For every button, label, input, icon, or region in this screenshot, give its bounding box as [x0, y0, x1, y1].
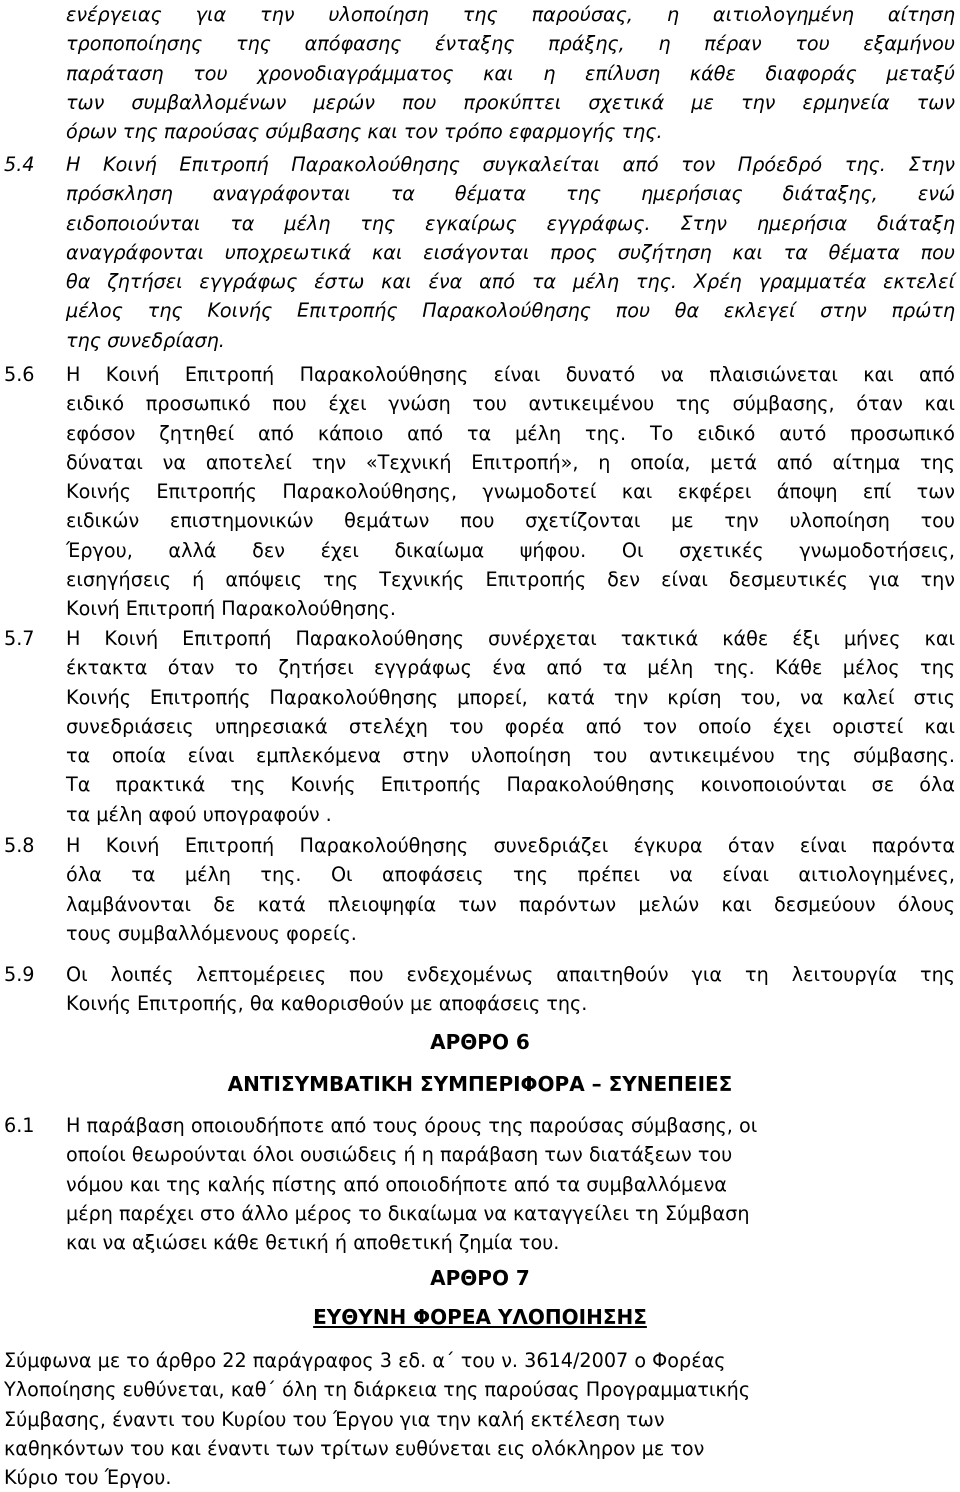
paragraph-line: των συμβαλλομένων μερών που προκύπτει σχετικά με την ερμηνεία των [66, 90, 955, 114]
section-5-4 [0, 150, 960, 355]
paragraph-line: εισηγήσεις ή απόψεις της Τεχνικής Επιτροπής δεν είναι δεσμευτικές για την [66, 568, 955, 592]
paragraph-line: λαμβάνονται δε κατά πλειοψηφία των παρόντων μελών και δεσμεύουν όλους [66, 892, 955, 916]
paragraph-line: καθηκόντων του και έναντι των τρίτων ευθύνεται εις ολόκληρον με τον [4, 1436, 705, 1460]
section-number: 5.7 [4, 627, 35, 650]
paragraph-line: νόμου και της καλής πίστης από οποιοδήποτε από τα συμβαλλόμενα [66, 1172, 727, 1196]
paragraph-line: Κοινή Επιτροπή Παρακολούθησης. [66, 597, 396, 621]
section-5-8 [0, 831, 960, 948]
paragraph-line: τροποποίησης της απόφασης ένταξης πράξης, η πέραν του εξαμήνου [66, 32, 955, 56]
section-5-9 [0, 960, 960, 1019]
paragraph-line: Σύμφωνα με το άρθρο 22 παράγραφος 3 εδ. α΄ του ν. 3614/2007 ο Φορέας [4, 1349, 726, 1372]
paragraph-line: της συνεδρίαση. [66, 328, 225, 352]
paragraph-line: έκτακτα όταν το ζητήσει εγγράφως ένα από τα μέλη της. Κάθε μέλος της [66, 656, 955, 680]
paragraph-line: δύναται να αποτελεί την «Τεχνική Επιτροπή», η οποία, μετά από αίτημα της [66, 450, 955, 474]
paragraph-line: θα ζητήσει εγγράφως έστω και ένα από τα μέλη της. Χρέη γραμματέα εκτελεί [66, 270, 955, 294]
paragraph-line: Οι λοιπές λεπτομέρειες που ενδεχομένως απαιτηθούν για τη λειτουργία της [66, 963, 955, 986]
paragraph-line: ειδοποιούνται τα μέλη της εγκαίρως εγγράφως. Στην ημερήσια διάταξη [66, 211, 955, 235]
article-7-heading [0, 1264, 960, 1293]
paragraph-line: Η Κοινή Επιτροπή Παρακολούθησης συνεδριάζει έγκυρα όταν είναι παρόντα [66, 834, 955, 857]
section-number: 6.1 [4, 1114, 35, 1137]
paragraph-line: Τα πρακτικά της Κοινής Επιτροπής Παρακολούθησης κοινοποιούνται σε όλα [66, 773, 955, 797]
paragraph-line: ενέργειας για την υλοποίηση της παρούσας, η αιτιολογημένη αίτηση [66, 3, 955, 26]
article-7-body [0, 1346, 960, 1492]
article-title: ΕΥΘΥΝΗ ΦΟΡΕΑ ΥΛΟΠΟΙΗΣΗΣ [313, 1305, 647, 1329]
section-number: 5.4 [4, 153, 35, 176]
paragraph-line: μέλος της Κοινής Επιτροπής Παρακολούθησης που θα εκλεγεί στην πρώτη [66, 299, 955, 323]
paragraph-line: Κοινής Επιτροπής Παρακολούθησης, γνωμοδοτεί και εκφέρει άποψη επί των [66, 480, 955, 504]
paragraph-line: εφόσον ζητηθεί από κάποιο από τα μέλη της. Το ειδικό αυτό προσωπικό [66, 421, 955, 445]
paragraph-line: παράταση του χρονοδιαγράμματος και η επίλυση κάθε διαφοράς μεταξύ [66, 61, 955, 85]
paragraph-line: τα οποία είναι εμπλεκόμενα στην υλοποίηση του αντικειμένου της σύμβασης. [66, 744, 955, 768]
article-7-title-row [0, 1303, 960, 1332]
paragraph-line: Κοινής Επιτροπής Παρακολούθησης μπορεί, κατά την κρίση του, να καλεί στις [66, 685, 955, 709]
section-number: 5.9 [4, 963, 35, 986]
paragraph-line: οποίοι θεωρούνται όλοι ουσιώδεις ή η παράβαση των διατάξεων του [66, 1143, 733, 1167]
article-heading: ΑΡΘΡΟ 6 [430, 1030, 530, 1054]
article-heading: ΑΡΘΡΟ 7 [430, 1266, 530, 1290]
section-5-7 [0, 624, 960, 829]
paragraph-line: Η Κοινή Επιτροπή Παρακολούθησης συνέρχεται τακτικά κάθε έξι μήνες και [66, 627, 955, 650]
paragraph-line: ειδικών επιστημονικών θεμάτων που σχετίζονται με την υλοποίηση του [66, 509, 955, 533]
paragraph-line: Η Κοινή Επιτροπή Παρακολούθησης είναι δυνατό να πλαισιώνεται και από [66, 363, 955, 386]
paragraph-line: συνεδριάσεις υπηρεσιακά στελέχη του φορέα από τον οποίο έχει οριστεί και [66, 714, 955, 738]
paragraph-line: μέρη παρέχει στο άλλο μέρος το δικαίωμα να καταγγείλει τη Σύμβαση [66, 1201, 750, 1225]
section-5-3-tail [0, 0, 960, 146]
section-5-6 [0, 360, 960, 624]
paragraph-line: Υλοποίησης ευθύνεται, καθ΄ όλη τη διάρκεια της παρούσας Προγραμματικής [4, 1378, 751, 1402]
article-title: ΑΝΤΙΣΥΜΒΑΤΙΚΗ ΣΥΜΠΕΡΙΦΟΡΑ – ΣΥΝΕΠΕΙΕΣ [227, 1072, 733, 1096]
article-6-heading [0, 1028, 960, 1057]
paragraph-line: αναγράφονται υποχρεωτικά και εισάγονται προς συζήτηση και τα θέματα που [66, 240, 955, 264]
section-number: 5.6 [4, 363, 35, 386]
paragraph-line: Κύριο του Έργου. [4, 1466, 172, 1490]
paragraph-line: και να αξιώσει κάθε θετική ή αποθετική ζημία του. [66, 1231, 560, 1255]
paragraph-line: Η Κοινή Επιτροπή Παρακολούθησης συγκαλείται από τον Πρόεδρό της. Στην [66, 153, 955, 176]
paragraph-line: πρόσκληση αναγράφονται τα θέματα της ημερήσιας διάταξης, ενώ [66, 182, 955, 206]
article-6-title-row [0, 1070, 960, 1099]
section-6-1 [0, 1111, 960, 1257]
paragraph-line: όλα τα μέλη της. Οι αποφάσεις της πρέπει να είναι αιτιολογημένες, [66, 863, 955, 887]
paragraph-line: όρων της παρούσας σύμβασης και τον τρόπο εφαρμογής της. [66, 120, 663, 144]
paragraph-line: Σύμβασης, έναντι του Κυρίου του Έργου για την καλή εκτέλεση των [4, 1407, 665, 1431]
paragraph-line: Έργου, αλλά δεν έχει δικαίωμα ψήφου. Οι σχετικές γνωμοδοτήσεις, [66, 538, 955, 562]
paragraph-line: Κοινής Επιτροπής, θα καθορισθούν με αποφάσεις της. [66, 992, 588, 1016]
section-number: 5.8 [4, 834, 35, 857]
paragraph-line: τα μέλη αφού υπογραφούν . [66, 802, 332, 826]
paragraph-line: Η παράβαση οποιουδήποτε από τους όρους της παρούσας σύμβασης, οι [66, 1114, 758, 1137]
paragraph-line: τους συμβαλλόμενους φορείς. [66, 921, 357, 945]
paragraph-line: ειδικό προσωπικό που έχει γνώση του αντικειμένου της σύμβασης, όταν και [66, 392, 955, 416]
